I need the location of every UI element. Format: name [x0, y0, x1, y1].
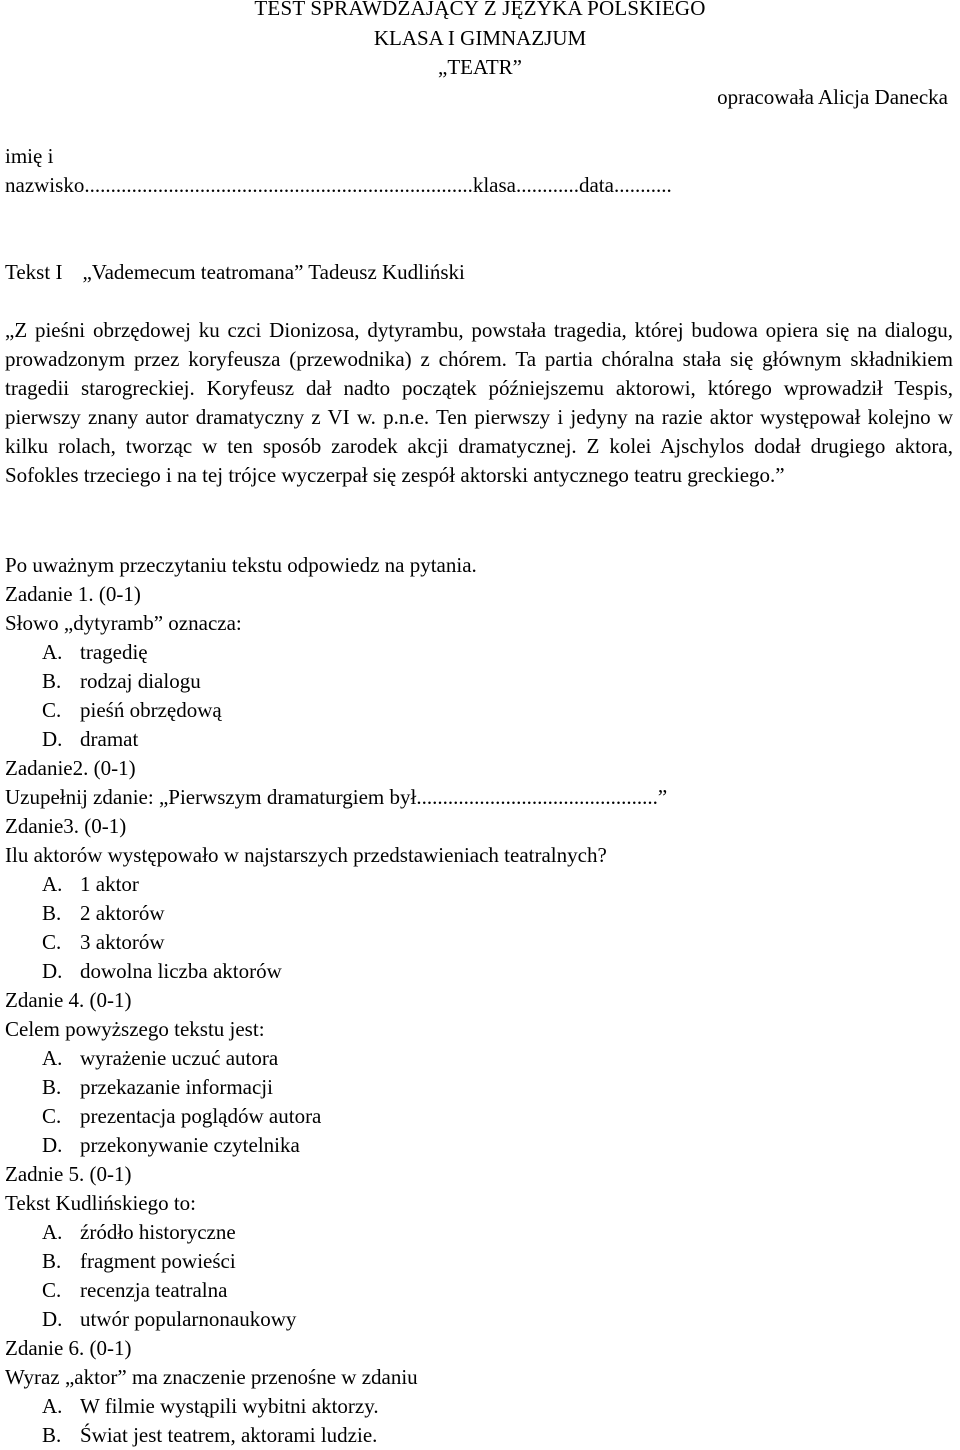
task-question: Wyraz „aktor” ma znaczenie przenośne w zdaniu — [5, 1365, 418, 1389]
text-excerpt — [5, 316, 953, 490]
option-label: B. — [42, 1075, 62, 1099]
option-b — [5, 1421, 953, 1450]
option-text: tragedię — [80, 640, 148, 664]
task-question: Słowo „dytyramb” oznacza: — [5, 611, 242, 635]
option-text: utwór popularnonaukowy — [80, 1307, 297, 1331]
option-text: źródło historyczne — [80, 1220, 236, 1244]
option-label: C. — [42, 1104, 62, 1128]
option-d — [5, 1131, 953, 1160]
option-text: przekazanie informacji — [80, 1075, 273, 1099]
option-text: pieśń obrzędową — [80, 698, 222, 722]
option-a — [5, 870, 953, 899]
task-5 — [5, 1160, 953, 1334]
option-text: prezentacja poglądów autora — [80, 1104, 322, 1128]
task-3 — [5, 812, 953, 986]
option-text: W filmie wystąpili wybitni aktorzy. — [80, 1394, 379, 1418]
name-label: imię i — [5, 144, 54, 168]
option-label: B. — [42, 669, 62, 693]
task-2 — [5, 754, 953, 812]
option-label: A. — [42, 640, 63, 664]
questions — [5, 551, 953, 1450]
option-label: A. — [42, 1220, 63, 1244]
option-label: B. — [42, 1249, 62, 1273]
option-b — [5, 1073, 953, 1102]
option-a — [5, 1392, 953, 1421]
text-label: Tekst I — [5, 260, 63, 284]
task-4 — [5, 986, 953, 1160]
option-text: rodzaj dialogu — [80, 669, 201, 693]
option-label: C. — [42, 1278, 62, 1302]
author-credit: opracowała Alicja Danecka — [717, 85, 948, 109]
option-text: 3 aktorów — [80, 930, 165, 954]
task-question: Tekst Kudlińskiego to: — [5, 1191, 197, 1215]
class-title: KLASA I GIMNAZJUM — [373, 26, 587, 50]
task-heading: Zdanie 4. (0-1) — [5, 988, 132, 1012]
option-label: C. — [42, 930, 62, 954]
option-a — [5, 1044, 953, 1073]
option-c — [5, 1276, 953, 1305]
task-question: Ilu aktorów występowało w najstarszych przedstawieniach teatralnych? — [5, 843, 607, 867]
name-class-date-fields: nazwisko..........................................................................klasa............data........... — [5, 173, 672, 197]
task-heading: Zadnie 5. (0-1) — [5, 1162, 132, 1186]
option-c — [5, 1102, 953, 1131]
option-text: 2 aktorów — [80, 901, 165, 925]
option-d — [5, 957, 953, 986]
topic-title: „TEATR” — [438, 55, 522, 79]
option-label: D. — [42, 959, 63, 983]
option-label: A. — [42, 872, 63, 896]
task-question: Celem powyższego tekstu jest: — [5, 1017, 265, 1041]
option-b — [5, 667, 953, 696]
option-label: D. — [42, 1133, 63, 1157]
option-text: 1 aktor — [80, 872, 139, 896]
option-d — [5, 1305, 953, 1334]
option-b — [5, 899, 953, 928]
option-label: C. — [42, 698, 62, 722]
text-heading — [5, 258, 465, 287]
option-a — [5, 638, 953, 667]
option-c — [5, 928, 953, 957]
task-heading: Zdanie3. (0-1) — [5, 814, 127, 838]
option-label: D. — [42, 727, 63, 751]
test-title: TEST SPRAWDZAJĄCY Z JĘZYKA POLSKIEGO — [254, 0, 706, 20]
task-heading: Zdanie 6. (0-1) — [5, 1336, 132, 1360]
option-a — [5, 1218, 953, 1247]
text-reference: „Vademecum teatromana” Tadeusz Kudliński — [82, 260, 465, 284]
option-b — [5, 1247, 953, 1276]
instruction: Po uważnym przeczytaniu tekstu odpowiedz na pytania. — [5, 553, 477, 577]
option-text: Świat jest teatrem, aktorami ludzie. — [80, 1423, 378, 1447]
option-c — [5, 696, 953, 725]
option-text: przekonywanie czytelnika — [80, 1133, 300, 1157]
task-heading: Zadanie2. (0-1) — [5, 756, 136, 780]
option-label: A. — [42, 1046, 63, 1070]
option-text: wyrażenie uczuć autora — [80, 1046, 279, 1070]
option-text: dowolna liczba aktorów — [80, 959, 282, 983]
option-label: A. — [42, 1394, 63, 1418]
task-heading: Zadanie 1. (0-1) — [5, 582, 141, 606]
task-1 — [5, 580, 953, 754]
option-label: B. — [42, 1423, 62, 1447]
option-label: B. — [42, 901, 62, 925]
task-6 — [5, 1334, 953, 1450]
option-text: fragment powieści — [80, 1249, 236, 1273]
option-text: dramat — [80, 727, 139, 751]
task-question: Uzupełnij zdanie: „Pierwszym dramaturgiem był..............................................” — [5, 785, 668, 809]
excerpt-paragraph: „Z pieśni obrzędowej ku czci Dionizosa, dytyrambu, powstała tragedia, której budowa opiera się na dialogu, prowadzonym przez koryfeusza (przewodnika) z chórem. Ta partia chóralna stała się głównym składnikiem tragedii starogreckiej. Koryfeusz dał nadto początek późniejszemu aktorowi, którego wprowadził Tespis, pierwszy znany autor dramatyczny z VI w. p.n.e. Ten pierwszy i jedyny na razie aktor występował kolejno w kilku rolach, tworząc w ten sposób zarodek akcji dramatycznej. Z kolei Ajschylos dodał drugiego aktora, Sofokles trzeciego i na tej trójce wyczerpał się zespół aktorski antycznego teatru greckiego.” — [5, 318, 953, 487]
option-d — [5, 725, 953, 754]
option-label: D. — [42, 1307, 63, 1331]
option-text: recenzja teatralna — [80, 1278, 228, 1302]
